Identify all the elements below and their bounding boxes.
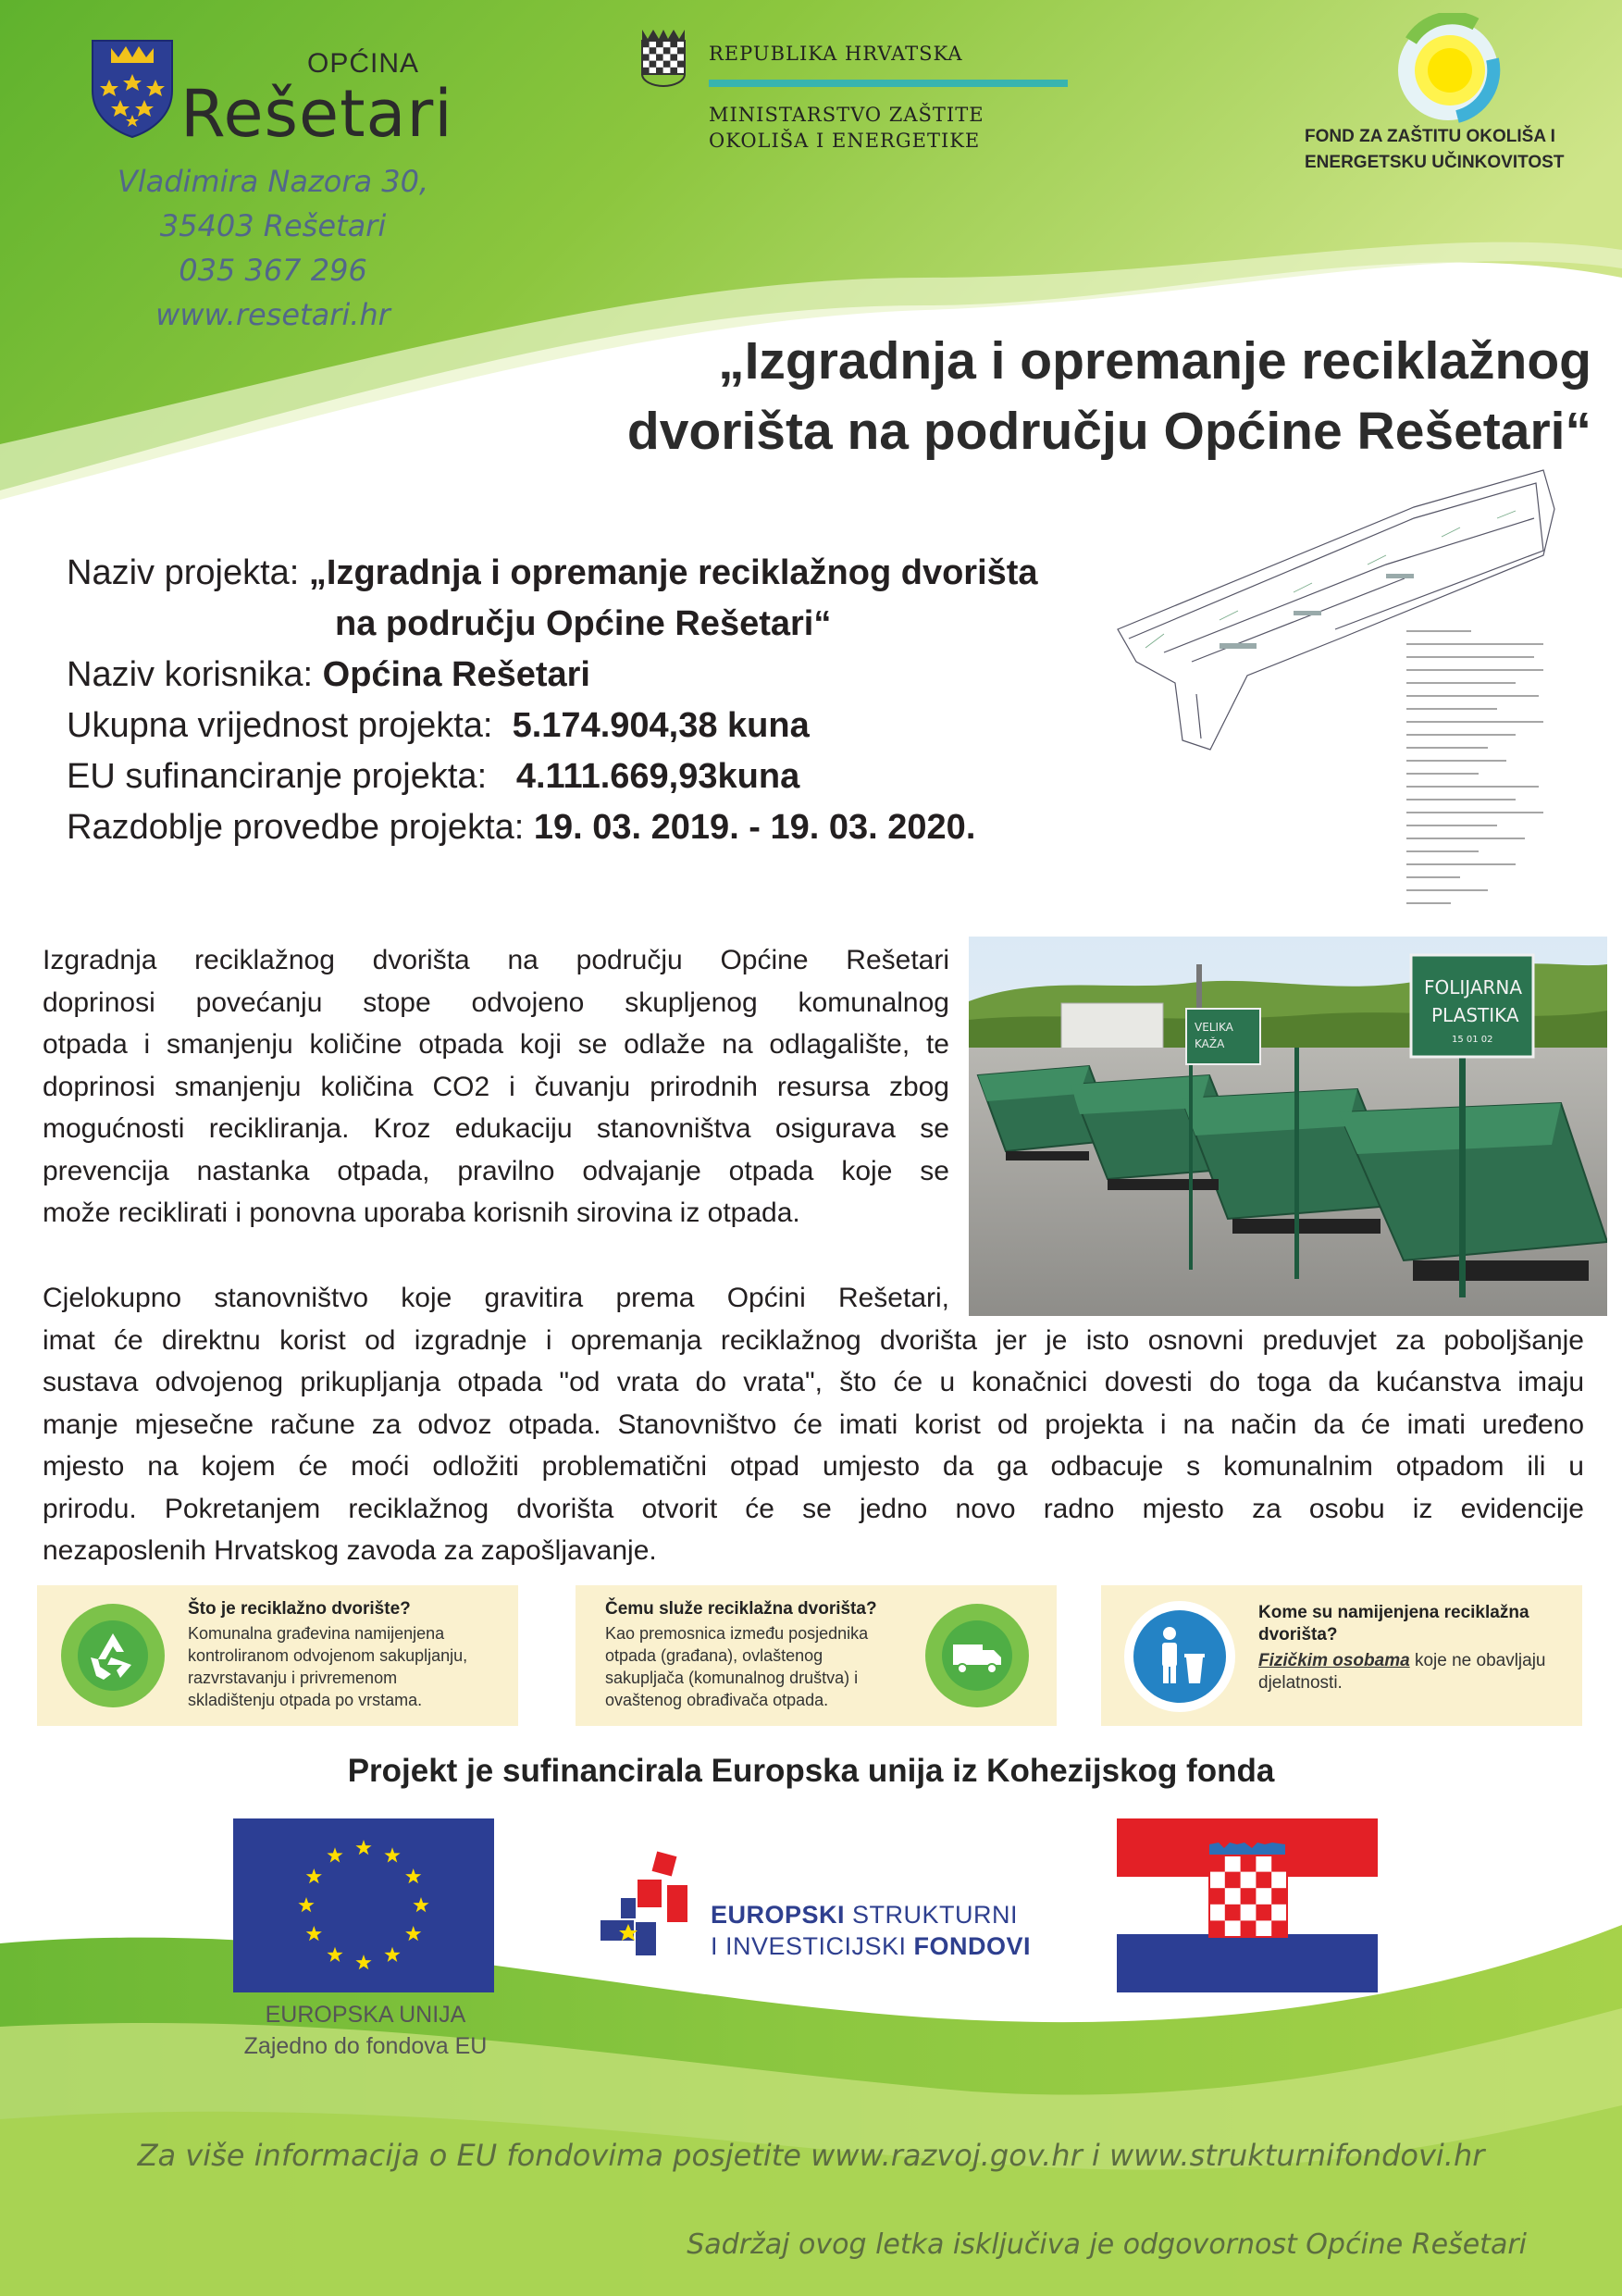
photo-sign-code: 15 01 02: [1452, 1035, 1493, 1045]
municipality-coat-of-arms: [91, 35, 174, 139]
photo-sign-text-2: PLASTIKA: [1431, 1004, 1519, 1026]
checkerboard-square: [1209, 1888, 1225, 1905]
municipality-label: OPĆINA: [307, 48, 420, 79]
checkerboard-square: [1209, 1855, 1225, 1872]
address-website: www.resetari.hr: [155, 297, 390, 332]
project-name-row: Naziv projekta: „Izgradnja i opremanje reciklažnog dvorišta: [67, 553, 1038, 592]
recycle-icon: [57, 1600, 168, 1711]
beneficiary-row: Naziv korisnika: Općina Rešetari: [67, 655, 590, 694]
croatia-flag: [1117, 1818, 1378, 1992]
card-what-body: Komunalna građevina namijenjena kontroliranom odvojenom sakupljanju, razvrstavanju i privremenom skladištenju otpada po vrstama.: [188, 1624, 468, 1709]
address-phone: 035 367 296: [179, 253, 367, 288]
checkerboard-square: [1271, 1888, 1287, 1905]
address-city: 35403 Rešetari: [159, 208, 387, 243]
checkerboard-square: [1241, 1855, 1257, 1872]
cofunding-statement: Projekt je sufinancirala Europska unija iz Kohezijskog fonda: [347, 1753, 1275, 1789]
person-trash-icon: [1120, 1596, 1240, 1717]
project-name-row-2: na području Općine Rešetari“: [335, 604, 832, 643]
svg-text:VELIKA: VELIKA: [1195, 1021, 1233, 1034]
checkerboard-square: [1241, 1920, 1257, 1937]
eu-cofunding-row: EU sufinanciranje projekta: 4.111.669,93kuna: [67, 757, 800, 796]
page-title: „Izgradnja i opremanje reciklažnog dvorišta na području Općine Rešetari“: [626, 331, 1591, 461]
address-street: Vladimira Nazora 30,: [117, 164, 429, 199]
checkerboard-square: [1241, 1888, 1257, 1905]
eu-flag: [233, 1818, 494, 1992]
info-card-purpose: [576, 1585, 1057, 1726]
esif-logo-mark: [597, 1846, 708, 1967]
eu-caption: EUROPSKA UNIJA Zajedno do fondova EU: [243, 2002, 488, 2059]
info-card-who: [1101, 1585, 1582, 1726]
total-value-row: Ukupna vrijednost projekta: 5.174.904,38 kuna: [67, 706, 810, 745]
checkerboard-square: [1209, 1920, 1225, 1937]
address-block: [93, 159, 453, 337]
fund-sun-logo: [1393, 13, 1504, 124]
card-purpose-title: Čemu služe reciklažna dvorišta?: [605, 1599, 877, 1619]
card-what-title: Što je reciklažno dvorište?: [188, 1599, 411, 1619]
description-paragraph-2: Cjelokupno stanovništvo koje gravitira prema Općini Rešetari, imat će direktnu korist od izgradnje i opremanja reciklažnog dvorišta jer je isto osnovni preduvjet za poboljšanje sustava odvojenog prikupljanja otpada "od vrata do vrata", što će u konačnici dovesti do toga da kućanstva imaju manje mjesečne račune za odvoz otpada. Stanovništvo će imati korist od projekta i na način da će imati uređeno mjesto na kojem će moći odložiti problematični otpad umjesto da ga odbacuje s komunalnim otpadom ili u prirodu. Pokretanjem reciklažnog dvorišta otvorit će se jedno novo radno mjesto za osobu iz evidencije nezaposlenih Hrvatskog zavoda za zapošljavanje.: [43, 1283, 1584, 1566]
card-who-title: Kome su namijenjena reciklažna dvorišta?: [1258, 1603, 1529, 1644]
ministry-name: MINISTARSTVO ZAŠTITE OKOLIŠA I ENERGETIKE: [709, 104, 984, 152]
truck-recycle-icon: [922, 1600, 1033, 1711]
card-purpose-body: Kao premosnica između posjednika otpada (građana), ovlaštenog sakupljača (komunalnog društva) i ovaštenog obrađivača otpada.: [605, 1624, 869, 1709]
esif-logo-text: EUROPSKI STRUKTURNI I INVESTICIJSKI FONDOVI: [711, 1901, 1032, 1960]
footer-disclaimer: Sadržaj ovog letka isključiva je odgovornost Općine Rešetari: [687, 2228, 1527, 2261]
footer-info: Za više informacija o EU fondovima posjetite www.razvoj.gov.hr i www.strukturnifondovi.hr: [137, 2138, 1485, 2173]
info-card-what: [37, 1585, 518, 1726]
project-info: [67, 548, 1038, 853]
card-who-body: Fizičkim osobama koje ne obavljaju djelatnosti.: [1258, 1651, 1546, 1693]
description-paragraph-1: Izgradnja reciklažnog dvorišta na području Općine Rešetari doprinosi povećanju stope odvojeno skupljenog komunalnog otpada i smanjenju količine otpada koji se odlaže na odlagalište, te doprinosi smanjenju količina CO2 i čuvanju prirodnih resursa zbog mogućnosti recikliranja. Kroz edukaciju stanovništva osigurava se prevencija nastanka otpada, pravilno odvajanje otpada koje se može reciklirati i ponovna uporaba korisnih sirovina iz otpada.: [43, 945, 949, 1228]
recycling-yard-photo: [969, 937, 1607, 1316]
croatia-coat-of-arms-icon: [640, 28, 687, 87]
checkerboard-square: [1225, 1872, 1241, 1889]
checkerboard-square: [1271, 1920, 1287, 1937]
period-row: Razdoblje provedbe projekta: 19. 03. 2019. - 19. 03. 2020.: [67, 808, 976, 847]
ministry-country-label: REPUBLIKA HRVATSKA: [709, 43, 963, 65]
svg-text:KAŽA: KAŽA: [1195, 1037, 1225, 1050]
municipality-name: Rešetari: [180, 76, 453, 152]
ministry-divider: [709, 80, 1068, 87]
fund-name: FOND ZA ZAŠTITU OKOLIŠA I ENERGETSKU UČINKOVITOST: [1305, 127, 1565, 172]
checkerboard-square: [1271, 1855, 1287, 1872]
checkerboard-square: [1225, 1905, 1241, 1921]
photo-sign-text-1: FOLIJARNA: [1424, 976, 1523, 999]
site-plan-drawing: [1108, 463, 1576, 916]
checkerboard-square: [1256, 1872, 1271, 1889]
checkerboard-square: [1256, 1905, 1271, 1921]
